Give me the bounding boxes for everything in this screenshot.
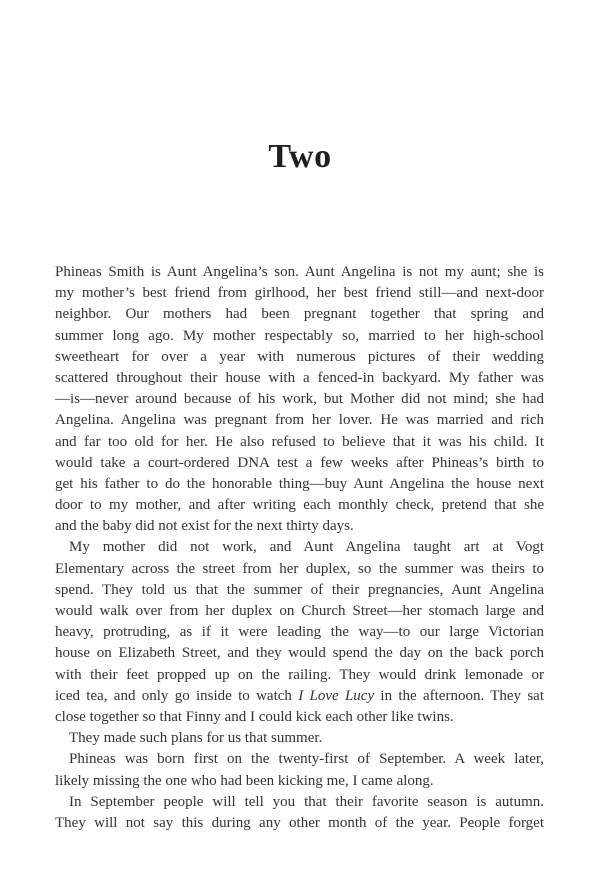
text-segment: They will not say this during any other month of the year. People forget: [55, 814, 544, 831]
text-line: [55, 410, 544, 431]
text-segment: In September people will tell you that their favorite season is autumn.: [69, 793, 544, 810]
text-line: [55, 686, 544, 707]
text-line: [55, 622, 544, 643]
text-segment: heavy, protruding, as if it were leading the way—to our large Victorian: [55, 624, 544, 641]
text-line: [55, 707, 544, 728]
paragraph: [55, 749, 544, 791]
text-line: [55, 665, 544, 686]
text-segment: spend. They told us that the summer of their pregnancies, Aunt Angelina: [55, 581, 544, 598]
text-segment: house on Elizabeth Street, and they would spend the day on the back porch: [55, 645, 544, 662]
text-segment: Angelina. Angelina was pregnant from her lover. He was married and rich: [55, 412, 544, 429]
text-line: [55, 792, 544, 813]
italic-text: I Love Lucy: [298, 687, 375, 704]
text-segment: summer long ago. My mother respectably so, married to her high-school: [55, 327, 544, 344]
text-segment: sweetheart for over a year with numerous pictures of their wedding: [55, 348, 544, 365]
text-line: [55, 495, 544, 516]
text-line: [55, 580, 544, 601]
text-segment: They made such plans for us that summer.: [69, 730, 323, 747]
text-segment: get his father to do the honorable thing—buy Aunt Angelina the house next: [55, 475, 544, 492]
text-segment: scattered throughout their house with a fenced-in backyard. My father was: [55, 369, 544, 386]
text-line: [55, 304, 544, 325]
paragraph: [55, 792, 544, 834]
text-segment: My mother did not work, and Aunt Angelina taught art at Vogt: [69, 539, 544, 556]
text-line: [55, 601, 544, 622]
text-segment: likely missing the one who had been kicking me, I came along.: [55, 772, 434, 789]
text-segment: neighbor. Our mothers had been pregnant together that spring and: [55, 306, 544, 323]
text-line: [55, 813, 544, 834]
text-line: [55, 347, 544, 368]
text-line: [55, 771, 544, 792]
text-segment: iced tea, and only go inside to watch: [55, 687, 299, 704]
text-segment: my mother’s best friend from girlhood, her best friend still—and next-door: [55, 285, 544, 302]
text-line: [55, 432, 544, 453]
paragraph: [55, 262, 544, 537]
text-segment: and far too old for her. He also refused to believe that it was his child. It: [55, 433, 544, 450]
text-segment: with their feet propped up on the railing. They would drink lemonade or: [55, 666, 544, 683]
text-line: [55, 474, 544, 495]
text-segment: would take a court-ordered DNA test a few weeks after Phineas’s birth to: [55, 454, 544, 471]
text-segment: Phineas was born first on the twenty-first of September. A week later,: [69, 751, 544, 768]
paragraph: [55, 728, 544, 749]
text-line: [55, 453, 544, 474]
text-line: [55, 516, 544, 537]
text-segment: door to my mother, and after writing each monthly check, pretend that she: [55, 497, 544, 514]
text-line: [55, 389, 544, 410]
text-line: [55, 749, 544, 770]
text-segment: and the baby did not exist for the next thirty days.: [55, 518, 354, 535]
text-segment: Phineas Smith is Aunt Angelina’s son. Aunt Angelina is not my aunt; she is: [55, 264, 544, 280]
text-line: [55, 537, 544, 558]
text-line: [55, 559, 544, 580]
text-segment: Elementary across the street from her duplex, so the summer was theirs to: [55, 560, 544, 577]
body-text: [55, 262, 544, 834]
text-line: [55, 643, 544, 664]
text-segment: close together so that Finny and I could kick each other like twins.: [55, 708, 454, 725]
paragraph: [55, 537, 544, 728]
text-line: [55, 262, 544, 283]
text-line: [55, 326, 544, 347]
text-segment: in the afternoon. They sat: [374, 687, 544, 704]
text-segment: would walk over from her duplex on Church Street—her stomach large and: [55, 603, 544, 619]
chapter-title: Two: [268, 138, 332, 175]
text-segment: —is—never around because of his work, but Mother did not mind; she had: [55, 391, 544, 408]
text-line: [55, 283, 544, 304]
text-line: [55, 368, 544, 389]
text-line: [55, 728, 544, 749]
